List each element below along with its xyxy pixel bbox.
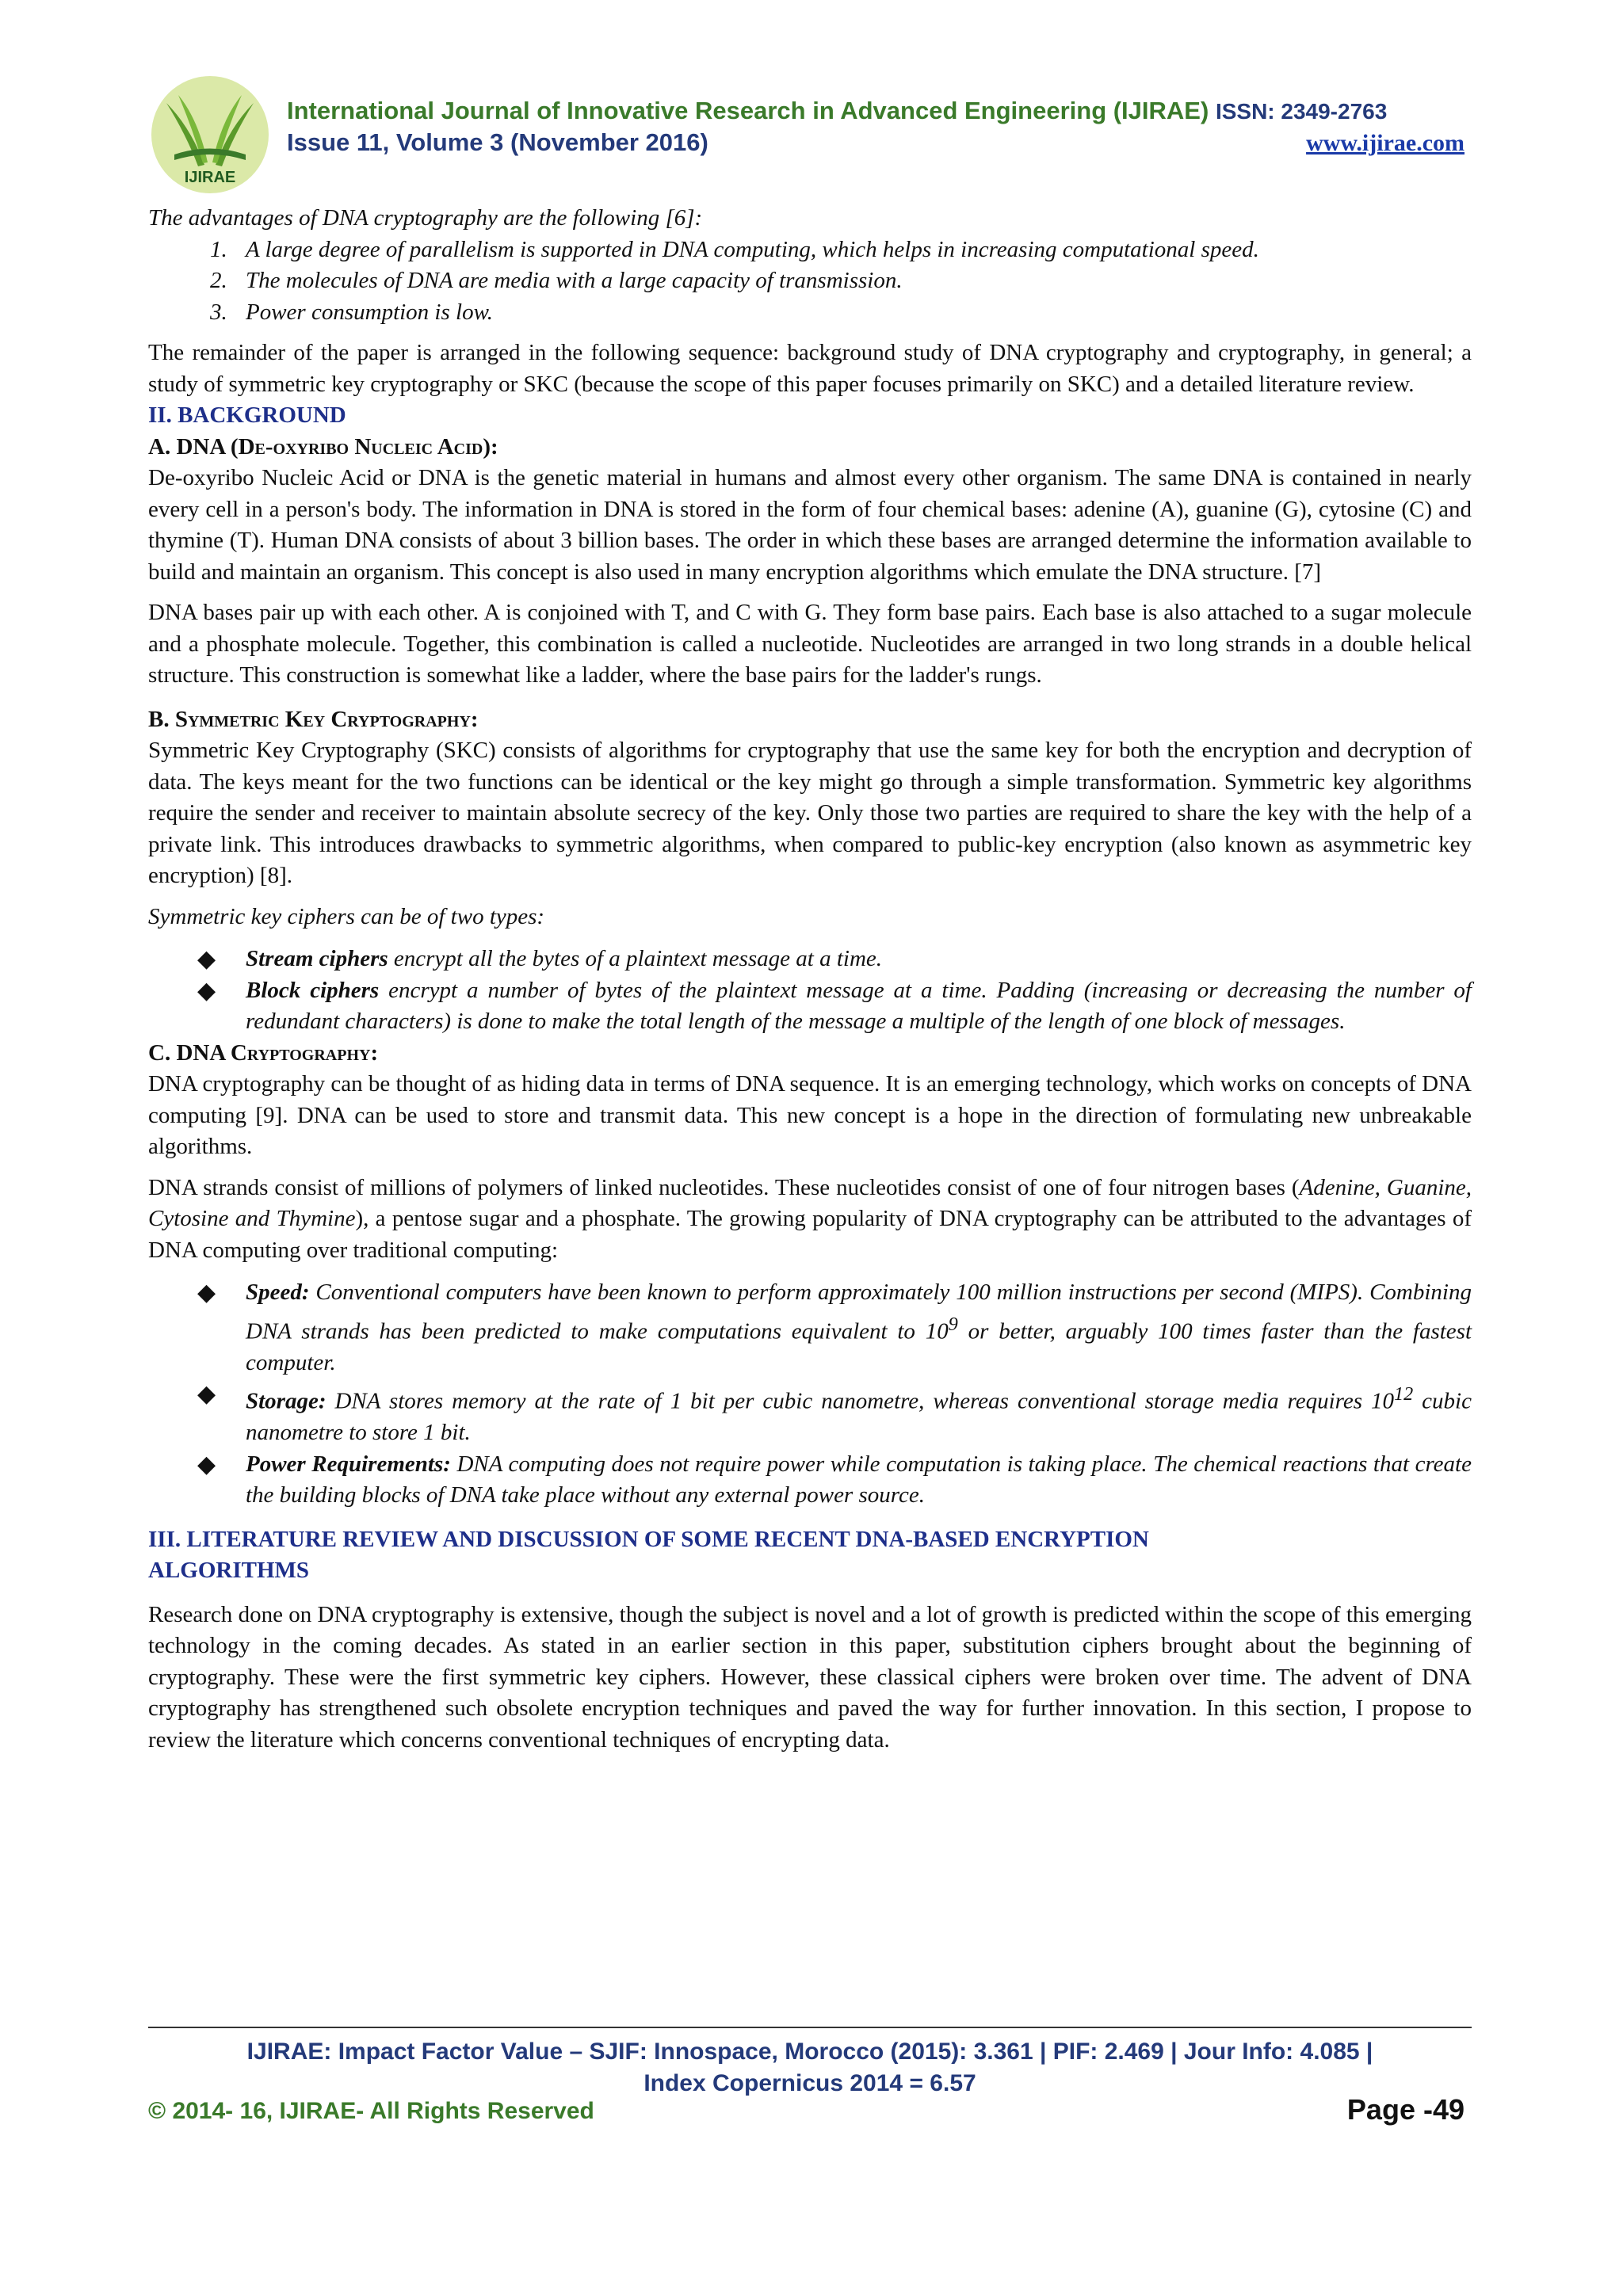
ijirae-logo	[143, 71, 277, 198]
diamond-bullet-icon: ◆	[197, 1381, 216, 1408]
journal-url-link[interactable]: www.ijirae.com	[1306, 130, 1465, 156]
subsection-title-dna: A. DNA (De-oxyribo Nucleic Acid):	[148, 433, 498, 460]
diamond-bullet-icon: ◆	[197, 946, 216, 972]
section-title-background: II. BACKGROUND	[148, 402, 346, 428]
list-item: ◆ Stream ciphers encrypt all the bytes of a plaintext message at a time.	[148, 944, 1472, 975]
paragraph: Symmetric Key Cryptography (SKC) consists of algorithms for cryptography that use the same key for both the encryption and decryption of data. The keys meant for the two functions can be identical or the key might go through a simple transformation. Symmetric key algorithms require the sender and receiver to maintain absolute secrecy of the key. Only those two parties are required to share the key with the help of a private link. This introduces drawbacks to symmetric algorithms, when compared to public-key encryption (also known as asymmetric key encryption) [8].	[148, 738, 1472, 888]
list-item: 1. A large degree of parallelism is supported in DNA computing, which helps in increasing computational speed.	[210, 236, 1259, 262]
footer-divider	[148, 2027, 1472, 2028]
list-item: 3. Power consumption is low.	[210, 299, 494, 325]
diamond-bullet-icon: ◆	[197, 1451, 216, 1478]
copyright: © 2014- 16, IJIRAE- All Rights Reserved	[148, 2098, 594, 2124]
paragraph: De-oxyribo Nucleic Acid or DNA is the genetic material in humans and almost every other organism. The same DNA is contained in nearly every cell in a person's body. The information in DNA is stored in the form of four chemical bases: adenine (A), guanine (G), cytosine (C) and thymine (T). Human DNA consists of about 3 billion bases. The order in which these bases are arranged determine the information available to build and maintain an organism. This concept is also used in many encryption algorithms which emulate the DNA structure. [7]	[148, 465, 1472, 585]
paragraph: DNA strands consist of millions of polymers of linked nucleotides. These nucleotides consist of one of four nitrogen bases (Adenine, Guanine, Cytosine and Thymine), a pentose sugar and a phosphate. The growing popularity of DNA cryptography can be attributed to the advantages of DNA computing over traditional computing:	[148, 1174, 1472, 1263]
paragraph: DNA cryptography can be thought of as hiding data in terms of DNA sequence. It is an emerging technology, which works on concepts of DNA computing [9]. DNA can be used to store and transmit data. This new concept is a hope in the direction of formulating new unbreakable algorithms.	[148, 1071, 1472, 1159]
dna-advantages-list	[148, 1277, 1472, 1512]
list-item: ◆ Speed: Conventional computers have been known to perform approximately 100 million instructions per second (MIPS). Combining DNA strands has been predicted to make computations equivalent to $10^9$ or better, arguably 100 times faster than the fastest computer.	[148, 1277, 1472, 1379]
article-body	[148, 203, 1472, 1756]
impact-factor-line: IJIRAE: Impact Factor Value – SJIF: Innospace, Morocco (2015): 3.361 | PIF: 2.469 | Jour Info: 4.085 | Index Copernicus 2014 = 6.57	[246, 2039, 1373, 2096]
subsection-title-skc: B. Symmetric Key Cryptography:	[148, 706, 479, 732]
issn: ISSN: 2349-2763	[1215, 99, 1388, 124]
remainder-paragraph: The remainder of the paper is arranged in the following sequence: background study of DNA cryptography and cryptography, in general; a study of symmetric key cryptography or SKC (because the scope of this paper focuses primarily on SKC) and a detailed literature review.	[148, 340, 1472, 397]
cipher-types-list	[148, 944, 1472, 1038]
svg-text:IJIRAE: IJIRAE	[184, 169, 236, 186]
paragraph: DNA bases pair up with each other. A is conjoined with T, and C with G. They form base pairs. Each base is also attached to a sugar molecule and a phosphate molecule. Together, this combination is called a nucleotide. Nucleotides are arranged in two long strands in a double helical structure. This construction is somewhat like a ladder, where the base pairs for the ladder's rungs.	[148, 600, 1472, 688]
list-item: ◆ Storage: DNA stores memory at the rate of 1 bit per cubic nanometre, whereas conventional storage media requires $10^{12}$ cubic nanometre to store 1 bit.	[148, 1379, 1472, 1449]
paragraph: Research done on DNA cryptography is extensive, though the subject is novel and a lot of growth is predicted within the scope of this emerging technology in the coming decades. As stated in an earlier section in this paper, substitution ciphers brought about the beginning of cryptography. These were the first symmetric key ciphers. However, these classical ciphers were broken over time. The advent of DNA cryptography has strengthened such obsolete encryption techniques and paved the way for further innovation. In this section, I propose to review the literature which concerns conventional techniques of encrypting data.	[148, 1601, 1472, 1753]
diamond-bullet-icon: ◆	[197, 977, 216, 1004]
list-item: ◆ Block ciphers encrypt a number of bytes of the plaintext message at a time. Padding (increasing or decreasing the number of redundant characters) is done to make the total length of the message a multiple of the length of one block of messages.	[148, 975, 1472, 1038]
diamond-bullet-icon: ◆	[197, 1280, 216, 1306]
issue-info: Issue 11, Volume 3 (November 2016)	[287, 128, 708, 156]
list-item: 2. The molecules of DNA are media with a large capacity of transmission.	[210, 268, 903, 293]
journal-title: International Journal of Innovative Research in Advanced Engineering (IJIRAE) ISSN: 2349-2763	[287, 97, 1388, 124]
types-lead: Symmetric key ciphers can be of two types:	[148, 903, 545, 929]
list-item: ◆ Power Requirements: DNA computing does not require power while computation is taking place. The chemical reactions that create the building blocks of DNA take place without any external power source.	[148, 1449, 1472, 1512]
subsection-title-dna-crypto: C. DNA Cryptography:	[148, 1039, 379, 1066]
advantages-lead: The advantages of DNA cryptography are the following [6]:	[148, 205, 703, 231]
advantages-list	[148, 235, 1472, 329]
page-number: Page -49	[1346, 2093, 1465, 2126]
section-title-literature: III. LITERATURE REVIEW AND DISCUSSION OF SOME RECENT DNA-BASED ENCRYPTION ALGORITHMS	[148, 1526, 1149, 1584]
